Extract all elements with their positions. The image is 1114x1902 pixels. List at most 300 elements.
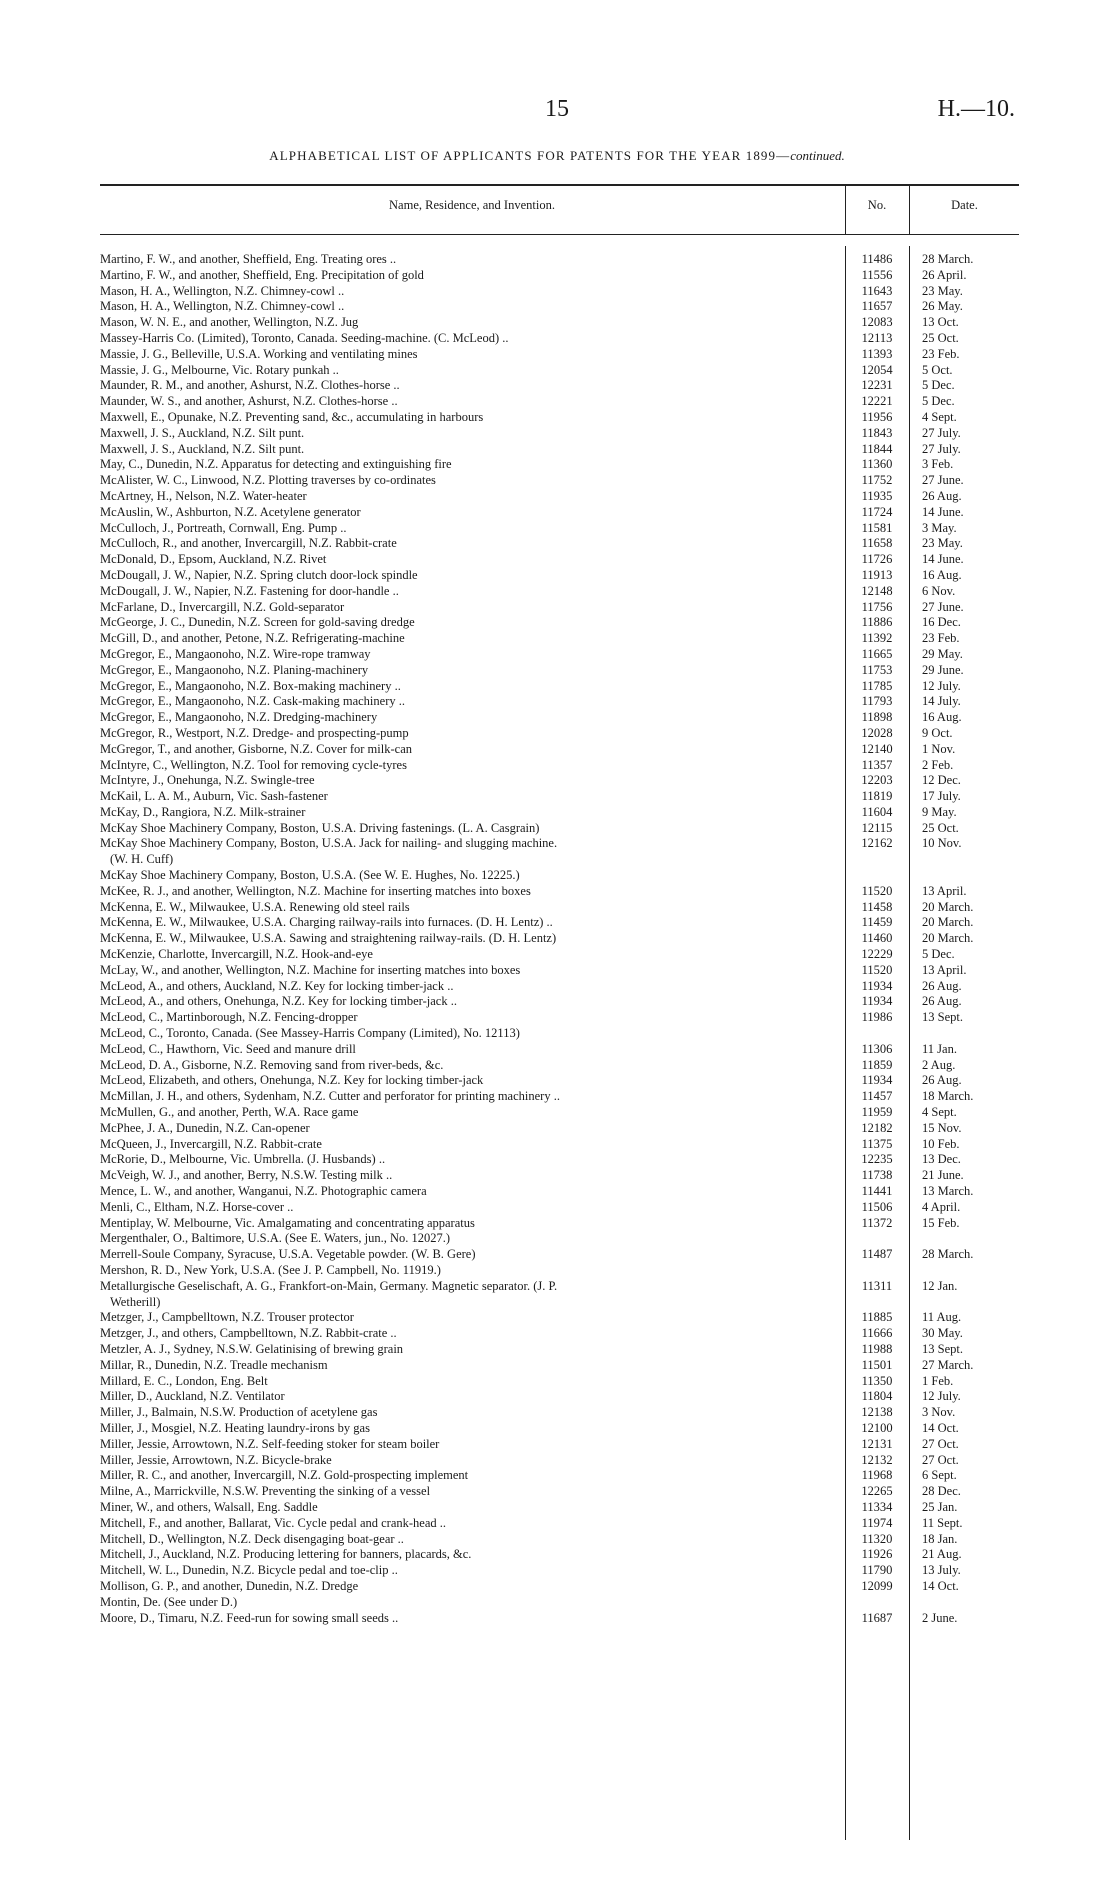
- patent-number: 11604: [861, 804, 893, 819]
- list-item: [100, 315, 1019, 331]
- applicant-entry: [100, 615, 838, 631]
- header-top-rule: [100, 184, 1019, 186]
- applicant-entry: [100, 284, 838, 300]
- applicant-entry: [100, 1500, 838, 1516]
- applicant-entry: [100, 836, 838, 868]
- patent-date: 5 Dec.: [922, 378, 955, 393]
- patent-date: 5 Oct.: [922, 362, 953, 377]
- list-item: [100, 1216, 1019, 1232]
- header-divider-date: [909, 184, 910, 234]
- applicant-entry: [100, 268, 838, 284]
- patent-date: 11 Jan.: [922, 1041, 957, 1056]
- patent-date: 9 May.: [922, 804, 957, 819]
- applicant-name-invention: Mason, W. N. E., and another, Wellington, N.Z. Jug: [100, 315, 359, 330]
- patent-number: 11520: [861, 962, 893, 977]
- patent-date: 14 Oct.: [922, 1420, 959, 1435]
- patent-number: 11843: [861, 425, 893, 440]
- patent-number: 12132: [861, 1452, 893, 1467]
- applicant-name-invention: Massey-Harris Co. (Limited), Toronto, Canada. Seeding-machine. (C. McLeod) ..: [100, 330, 509, 345]
- list-item: [100, 758, 1019, 774]
- list-item: [100, 1137, 1019, 1153]
- patent-number: 11974: [861, 1515, 893, 1530]
- applicant-entry: [100, 426, 838, 442]
- applicant-name-invention: Maxwell, J. S., Auckland, N.Z. Silt punt.: [100, 425, 305, 440]
- patent-date: 13 March.: [922, 1184, 974, 1199]
- list-item: [100, 963, 1019, 979]
- applicant-name-invention: McGeorge, J. C., Dunedin, N.Z. Screen for gold-saving dredge: [100, 615, 415, 630]
- list-item: [100, 979, 1019, 995]
- applicant-name-invention: McMillan, J. H., and others, Sydenham, N.Z. Cutter and perforator for printing machinery ..: [100, 1089, 560, 1104]
- list-item: [100, 1342, 1019, 1358]
- applicant-name-invention: McGregor, E., Mangaonoho, N.Z. Dredging-machinery: [100, 710, 378, 725]
- applicant-name-invention: McKay, D., Rangiora, N.Z. Milk-strainer: [100, 804, 306, 819]
- applicant-name-invention: McDougall, J. W., Napier, N.Z. Fastening for door-handle ..: [100, 583, 399, 598]
- list-item: [100, 742, 1019, 758]
- applicant-name-invention: McLeod, A., and others, Onehunga, N.Z. Key for locking timber-jack ..: [100, 994, 457, 1009]
- applicant-name-invention: Mason, H. A., Wellington, N.Z. Chimney-cowl ..: [100, 283, 345, 298]
- patent-date: 20 March.: [922, 915, 974, 930]
- patent-number: 12140: [861, 741, 893, 756]
- applicant-entry: [100, 299, 838, 315]
- patent-date: 12 Dec.: [922, 773, 961, 788]
- patent-number: 12231: [861, 378, 893, 393]
- patent-date: 16 Dec.: [922, 615, 961, 630]
- applicant-name-invention: May, C., Dunedin, N.Z. Apparatus for detecting and extinguishing fire: [100, 457, 452, 472]
- applicant-name-invention: McIntyre, J., Onehunga, N.Z. Swingle-tree: [100, 773, 315, 788]
- applicant-entry: [100, 947, 838, 963]
- page-number: 15: [545, 96, 569, 122]
- applicant-name-invention: McDonald, D., Epsom, Auckland, N.Z. Rivet: [100, 552, 327, 567]
- list-item: [100, 1026, 1019, 1042]
- list-item: [100, 789, 1019, 805]
- applicant-name-invention: McPhee, J. A., Dunedin, N.Z. Can-opener: [100, 1120, 310, 1135]
- applicant-name-invention: Miller, R. C., and another, Invercargill, N.Z. Gold-prospecting implement: [100, 1468, 469, 1483]
- patent-number: 12054: [861, 362, 893, 377]
- patent-date: 12 July.: [922, 1389, 961, 1404]
- patent-date: 12 Jan.: [922, 1278, 958, 1293]
- list-item: [100, 521, 1019, 537]
- patent-number: 11334: [861, 1499, 893, 1514]
- list-item: [100, 1358, 1019, 1374]
- list-item: [100, 505, 1019, 521]
- list-item: [100, 1547, 1019, 1563]
- applicant-entry: [100, 457, 838, 473]
- applicant-name-invention: McGill, D., and another, Petone, N.Z. Refrigerating-machine: [100, 631, 405, 646]
- patent-number: 12221: [861, 394, 893, 409]
- patent-date: 26 Aug.: [922, 978, 962, 993]
- patent-number: 11959: [861, 1105, 893, 1120]
- list-item: [100, 994, 1019, 1010]
- list-item: [100, 836, 1019, 868]
- patent-number: 11360: [861, 457, 893, 472]
- patent-date: 4 April.: [922, 1199, 961, 1214]
- patent-date: 18 March.: [922, 1089, 974, 1104]
- patent-number: 11666: [861, 1326, 893, 1341]
- list-item: [100, 915, 1019, 931]
- applicant-name-invention: McMullen, G., and another, Perth, W.A. Race game: [100, 1105, 359, 1120]
- applicant-name-invention: Menli, C., Eltham, N.Z. Horse-cover ..: [100, 1199, 294, 1214]
- patent-number: 11886: [861, 615, 893, 630]
- applicant-name-invention: McLeod, A., and others, Auckland, N.Z. Key for locking timber-jack ..: [100, 978, 454, 993]
- list-item: [100, 631, 1019, 647]
- applicant-entry: [100, 521, 838, 537]
- patent-number: 11392: [861, 631, 893, 646]
- patent-date: 28 March.: [922, 252, 974, 266]
- patent-number: 11375: [861, 1136, 893, 1151]
- list-item: [100, 426, 1019, 442]
- applicant-name-invention: Mergenthaler, O., Baltimore, U.S.A. (See E. Waters, jun., No. 12027.): [100, 1231, 451, 1246]
- applicant-entry: [100, 931, 838, 947]
- patent-date: 6 Nov.: [922, 583, 956, 598]
- applicant-name-invention: Millar, R., Dunedin, N.Z. Treadle mechanism: [100, 1357, 328, 1372]
- applicant-name-invention: Mershon, R. D., New York, U.S.A. (See J. P. Campbell, No. 11919.): [100, 1263, 441, 1277]
- list-item: [100, 1468, 1019, 1484]
- applicant-entry: [100, 1374, 838, 1390]
- applicant-name-invention: Mitchell, J., Auckland, N.Z. Producing lettering for banners, placards, &c.: [100, 1547, 472, 1562]
- patent-date: 13 April.: [922, 962, 967, 977]
- patent-date: 14 June.: [922, 504, 964, 519]
- applicant-entry: [100, 1532, 838, 1548]
- list-item: [100, 1042, 1019, 1058]
- patent-date: 11 Aug.: [922, 1310, 962, 1325]
- applicant-name-invention: McKenna, E. W., Milwaukee, U.S.A. Sawing and straightening railway-rails. (D. H. Lentz): [100, 931, 557, 946]
- applicant-entry: [100, 252, 838, 268]
- patent-number: 11790: [861, 1563, 893, 1578]
- list-item: [100, 1484, 1019, 1500]
- applicant-entry: [100, 1358, 838, 1374]
- list-item: [100, 726, 1019, 742]
- patent-number: 11665: [861, 646, 893, 661]
- patent-date: 26 May.: [922, 299, 963, 314]
- applicant-entry: [100, 1326, 838, 1342]
- list-item: [100, 600, 1019, 616]
- applicant-name-invention: McKay Shoe Machinery Company, Boston, U.S.A. (See W. E. Hughes, No. 12225.): [100, 868, 520, 883]
- applicant-name-invention: McKee, R. J., and another, Wellington, N.Z. Machine for inserting matches into boxes: [100, 883, 531, 898]
- applicant-name-invention: Mitchell, F., and another, Ballarat, Vic. Cycle pedal and crank-head ..: [100, 1515, 447, 1530]
- applicant-name-invention: Mollison, G. P., and another, Dunedin, N.Z. Dredge: [100, 1578, 359, 1593]
- list-item: [100, 1595, 1019, 1611]
- patent-number: 11657: [861, 299, 893, 314]
- patent-number: 11934: [861, 978, 893, 993]
- applicant-entry: [100, 900, 838, 916]
- list-item: [100, 947, 1019, 963]
- applicant-entry: [100, 979, 838, 995]
- list-item: [100, 252, 1019, 268]
- applicant-name-invention: Maxwell, J. S., Auckland, N.Z. Silt punt.: [100, 441, 305, 456]
- patent-date: 26 Aug.: [922, 994, 962, 1009]
- applicant-entry: [100, 1421, 838, 1437]
- applicant-entry: [100, 1611, 838, 1627]
- patent-number: 11935: [861, 488, 893, 503]
- list-item: [100, 568, 1019, 584]
- patent-date: 15 Feb.: [922, 1215, 960, 1230]
- patent-date: 14 June.: [922, 552, 964, 567]
- list-item: [100, 489, 1019, 505]
- patent-date: 23 May.: [922, 283, 963, 298]
- applicant-name-invention: McArtney, H., Nelson, N.Z. Water-heater: [100, 488, 307, 503]
- patent-number: 11350: [861, 1373, 893, 1388]
- applicant-name-invention: Mentiplay, W. Melbourne, Vic. Amalgamating and concentrating apparatus: [100, 1215, 475, 1230]
- patent-number: 11658: [861, 536, 893, 551]
- patent-date: 27 Oct.: [922, 1436, 959, 1451]
- patent-number: 12113: [861, 330, 893, 345]
- applicant-name-invention: Miller, J., Balmain, N.S.W. Production of acetylene gas: [100, 1405, 378, 1420]
- patent-number: 11643: [861, 283, 893, 298]
- patent-number: 12235: [861, 1152, 893, 1167]
- applicant-entry: [100, 1073, 838, 1089]
- list-title: [0, 148, 1114, 164]
- patent-date: 9 Oct.: [922, 725, 953, 740]
- patent-date: 25 Jan.: [922, 1499, 958, 1514]
- patent-number: 12162: [861, 836, 893, 851]
- patent-date: 5 Dec.: [922, 394, 955, 409]
- list-item: [100, 1200, 1019, 1216]
- applicant-entry: [100, 1058, 838, 1074]
- list-item: [100, 1184, 1019, 1200]
- patent-date: 11 Sept.: [922, 1515, 963, 1530]
- applicant-name-invention: Massie, J. G., Belleville, U.S.A. Working and ventilating mines: [100, 346, 418, 361]
- applicant-name-invention: McVeigh, W. J., and another, Berry, N.S.W. Testing milk ..: [100, 1168, 393, 1183]
- list-item: [100, 1326, 1019, 1342]
- list-item: [100, 347, 1019, 363]
- applicant-entry: [100, 726, 838, 742]
- patent-number: 11393: [861, 346, 893, 361]
- list-item: [100, 615, 1019, 631]
- patent-date: 6 Sept.: [922, 1468, 957, 1483]
- patent-number: 11926: [861, 1547, 893, 1562]
- applicant-entry: [100, 758, 838, 774]
- patent-date: 28 Dec.: [922, 1484, 961, 1499]
- list-item: [100, 1611, 1019, 1627]
- applicant-entry: [100, 568, 838, 584]
- applicant-entry: [100, 1026, 838, 1042]
- header-bottom-rule: [100, 234, 1019, 235]
- patent-number: 11913: [861, 567, 893, 582]
- patent-date: 26 Aug.: [922, 1073, 962, 1088]
- patent-number: 11687: [861, 1610, 893, 1625]
- list-item: [100, 931, 1019, 947]
- patent-date: 2 Feb.: [922, 757, 954, 772]
- list-title-continued: continued.: [790, 148, 845, 163]
- applicant-entry: [100, 1468, 838, 1484]
- list-item: [100, 694, 1019, 710]
- list-item: [100, 679, 1019, 695]
- applicant-entry: [100, 742, 838, 758]
- patent-number: 11556: [861, 267, 893, 282]
- list-item: [100, 284, 1019, 300]
- patent-number: 11804: [861, 1389, 893, 1404]
- list-item: [100, 584, 1019, 600]
- applicant-entry: [100, 679, 838, 695]
- applicant-entry-continuation: Wetherill): [110, 1294, 161, 1309]
- applicant-entry: [100, 1089, 838, 1105]
- patent-number: 11785: [861, 678, 893, 693]
- list-item: [100, 1310, 1019, 1326]
- patent-number: 11793: [861, 694, 893, 709]
- applicant-name-invention: McCulloch, J., Portreath, Cornwall, Eng. Pump ..: [100, 520, 347, 535]
- patent-number: 12099: [861, 1578, 893, 1593]
- list-item: [100, 1263, 1019, 1279]
- list-item: [100, 1105, 1019, 1121]
- list-item: [100, 299, 1019, 315]
- applicant-name-invention: Maxwell, E., Opunake, N.Z. Preventing sand, &c., accumulating in harbours: [100, 409, 484, 424]
- applicant-entry: [100, 363, 838, 379]
- patent-date: 17 July.: [922, 789, 961, 804]
- applicant-entry: [100, 663, 838, 679]
- applicant-entry: [100, 1516, 838, 1532]
- applicant-name-invention: McDougall, J. W., Napier, N.Z. Spring clutch door-lock spindle: [100, 567, 418, 582]
- list-item: [100, 394, 1019, 410]
- applicant-name-invention: Miller, D., Auckland, N.Z. Ventilator: [100, 1389, 285, 1404]
- patent-number: 11501: [861, 1357, 893, 1372]
- patent-number: 12182: [861, 1120, 893, 1135]
- applicant-list: [100, 252, 1019, 1626]
- patent-date: 18 Jan.: [922, 1531, 958, 1546]
- list-item: [100, 1532, 1019, 1548]
- applicant-name-invention: Montin, De. (See under D.): [100, 1594, 238, 1609]
- applicant-entry: [100, 394, 838, 410]
- patent-date: 10 Nov.: [922, 836, 962, 851]
- list-item: [100, 552, 1019, 568]
- applicant-entry: [100, 1168, 838, 1184]
- patent-number: 11726: [861, 552, 893, 567]
- patent-date: 28 March.: [922, 1247, 974, 1262]
- list-item: [100, 1453, 1019, 1469]
- list-item: [100, 868, 1019, 884]
- applicant-name-invention: Miller, Jessie, Arrowtown, N.Z. Bicycle-brake: [100, 1452, 332, 1467]
- patent-date: 3 Feb.: [922, 457, 954, 472]
- applicant-name-invention: Miller, J., Mosgiel, N.Z. Heating laundry-irons by gas: [100, 1420, 370, 1435]
- applicant-name-invention: Mence, L. W., and another, Wanganui, N.Z. Photographic camera: [100, 1184, 427, 1199]
- patent-date: 12 July.: [922, 678, 961, 693]
- applicant-entry: [100, 915, 838, 931]
- patent-number: 12100: [861, 1420, 893, 1435]
- patent-date: 20 March.: [922, 899, 974, 914]
- list-item: [100, 457, 1019, 473]
- patent-date: 16 Aug.: [922, 710, 962, 725]
- applicant-entry: [100, 489, 838, 505]
- patent-number: 11320: [861, 1531, 893, 1546]
- list-item: [100, 378, 1019, 394]
- patent-date: 21 June.: [922, 1168, 964, 1183]
- applicant-name-invention: McGregor, T., and another, Gisborne, N.Z. Cover for milk-can: [100, 741, 412, 756]
- list-item: [100, 805, 1019, 821]
- patent-date: 14 July.: [922, 694, 961, 709]
- applicant-entry: [100, 442, 838, 458]
- applicant-entry: [100, 1595, 838, 1611]
- applicant-name-invention: Milne, A., Marrickville, N.S.W. Preventing the sinking of a vessel: [100, 1484, 431, 1499]
- applicant-name-invention: McLeod, C., Martinborough, N.Z. Fencing-dropper: [100, 1010, 358, 1025]
- applicant-entry: [100, 584, 838, 600]
- patent-date: 23 Feb.: [922, 346, 960, 361]
- list-item: [100, 363, 1019, 379]
- applicant-name-invention: McFarlane, D., Invercargill, N.Z. Gold-separator: [100, 599, 345, 614]
- applicant-entry: [100, 552, 838, 568]
- applicant-entry: [100, 805, 838, 821]
- list-item: [100, 1231, 1019, 1247]
- applicant-entry: [100, 473, 838, 489]
- patent-number: 11724: [861, 504, 893, 519]
- list-item: [100, 647, 1019, 663]
- applicant-name-invention: McKenzie, Charlotte, Invercargill, N.Z. Hook-and-eye: [100, 947, 373, 962]
- applicant-name-invention: McLeod, D. A., Gisborne, N.Z. Removing sand from river-beds, &c.: [100, 1057, 444, 1072]
- list-item: [100, 710, 1019, 726]
- applicant-name-invention: Metzger, J., and others, Campbelltown, N.Z. Rabbit-crate ..: [100, 1326, 397, 1341]
- list-item: [100, 410, 1019, 426]
- applicant-entry: [100, 710, 838, 726]
- applicant-entry: [100, 963, 838, 979]
- patent-date: 1 Feb.: [922, 1373, 954, 1388]
- patent-number: 11753: [861, 662, 893, 677]
- patent-number: 11520: [861, 883, 893, 898]
- patent-date: 13 Dec.: [922, 1152, 961, 1167]
- applicant-name-invention: McAlister, W. C., Linwood, N.Z. Plotting traverses by co-ordinates: [100, 473, 436, 488]
- applicant-entry: [100, 410, 838, 426]
- applicant-entry: [100, 536, 838, 552]
- list-item: [100, 1152, 1019, 1168]
- patent-date: 5 Dec.: [922, 947, 955, 962]
- patent-number: 11986: [861, 1010, 893, 1025]
- patent-date: 2 Aug.: [922, 1057, 956, 1072]
- patent-date: 26 Aug.: [922, 488, 962, 503]
- patent-number: 11460: [861, 931, 893, 946]
- patent-number: 11898: [861, 710, 893, 725]
- applicant-entry: [100, 1389, 838, 1405]
- column-header-no: No.: [867, 198, 887, 212]
- applicant-entry: [100, 1263, 838, 1279]
- applicant-name-invention: McGregor, E., Mangaonoho, N.Z. Cask-making machinery ..: [100, 694, 405, 709]
- applicant-entry: [100, 1121, 838, 1137]
- patent-number: 12028: [861, 725, 893, 740]
- patent-number: 11968: [861, 1468, 893, 1483]
- patent-number: 11459: [861, 915, 893, 930]
- patent-number: 11819: [861, 789, 893, 804]
- applicant-entry: [100, 647, 838, 663]
- applicant-name-invention: Millard, E. C., London, Eng. Belt: [100, 1373, 268, 1388]
- patent-date: 10 Feb.: [922, 1136, 960, 1151]
- applicant-entry: [100, 378, 838, 394]
- applicant-entry: [100, 1310, 838, 1326]
- patent-number: 11934: [861, 1073, 893, 1088]
- applicant-name-invention: McIntyre, C., Wellington, N.Z. Tool for removing cycle-tyres: [100, 757, 407, 772]
- patent-date: 29 May.: [922, 646, 963, 661]
- applicant-name-invention: McLeod, C., Hawthorn, Vic. Seed and manure drill: [100, 1041, 356, 1056]
- patent-date: 27 June.: [922, 473, 964, 488]
- applicant-name-invention: Mason, H. A., Wellington, N.Z. Chimney-cowl ..: [100, 299, 345, 314]
- applicant-entry-continuation: (W. H. Cuff): [110, 852, 174, 867]
- applicant-name-invention: McKenna, E. W., Milwaukee, U.S.A. Charging railway-rails into furnaces. (D. H. Lentz) ..: [100, 915, 553, 930]
- patent-number: 11988: [861, 1341, 893, 1356]
- patent-date: 13 Sept.: [922, 1010, 963, 1025]
- applicant-name-invention: Martino, F. W., and another, Sheffield, Eng. Precipitation of gold: [100, 267, 424, 282]
- patent-date: 3 May.: [922, 520, 957, 535]
- applicant-entry: [100, 1200, 838, 1216]
- applicant-name-invention: McGregor, E., Mangaonoho, N.Z. Wire-rope tramway: [100, 646, 371, 661]
- applicant-entry: [100, 1484, 838, 1500]
- patent-number: 11752: [861, 473, 893, 488]
- patent-number: 12229: [861, 947, 893, 962]
- patent-number: 11311: [861, 1278, 893, 1293]
- patent-number: 11486: [861, 252, 893, 266]
- patent-number: 11859: [861, 1057, 893, 1072]
- applicant-name-invention: Massie, J. G., Melbourne, Vic. Rotary punkah ..: [100, 362, 339, 377]
- patent-date: 13 April.: [922, 883, 967, 898]
- list-item: [100, 900, 1019, 916]
- patent-number: 11458: [861, 899, 893, 914]
- patent-number: 11844: [861, 441, 893, 456]
- applicant-entry: [100, 1137, 838, 1153]
- patent-date: 27 June.: [922, 599, 964, 614]
